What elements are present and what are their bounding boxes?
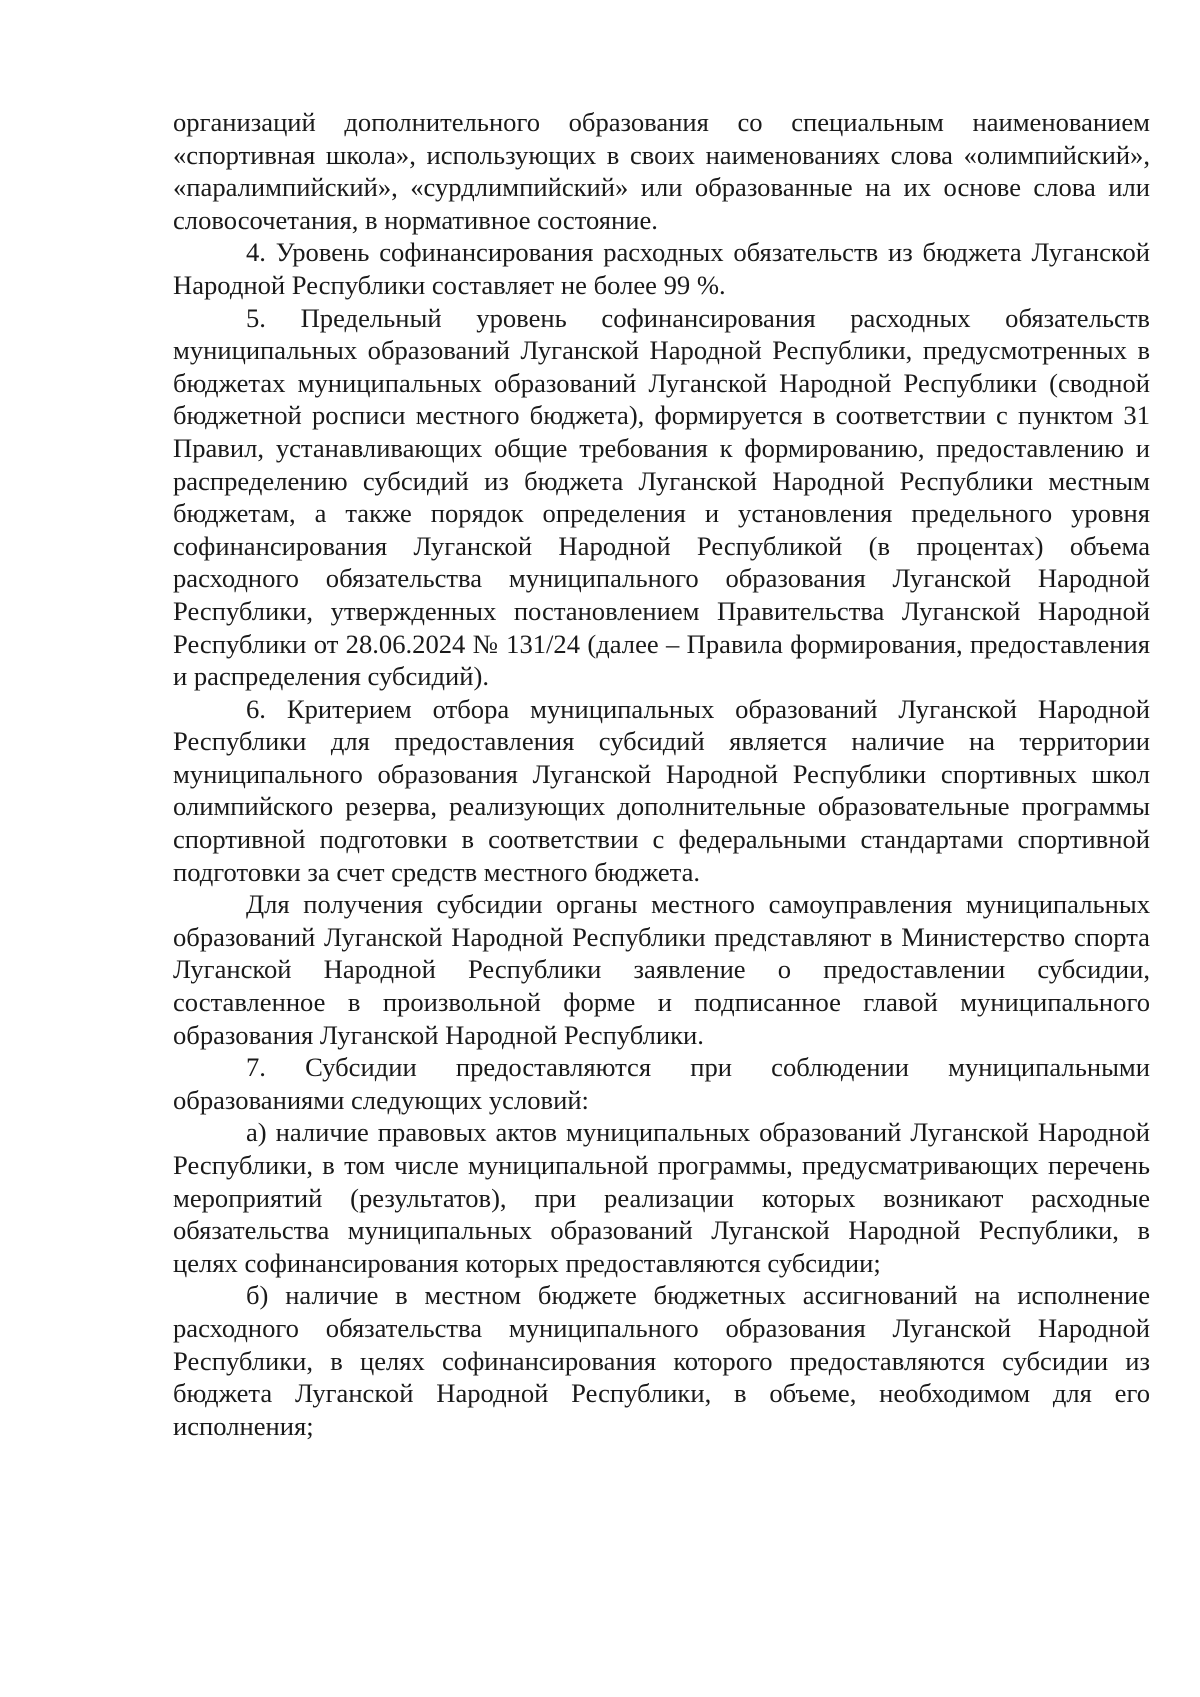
paragraph-item-5: 5. Предельный уровень софинансирования расходных обязательств муниципальных образований Луганской Народной Республики, предусмотренных в бюджетах муниципальных образований Луганской Народной Республики (сводной бюджетной росписи местного бюджета), формируется в соответствии с пунктом 31 Правил, устанавливающих общие требования к формированию, предоставлению и распределению субсидий из бюджета Луганской Народной Республики местным бюджетам, а также порядок определения и установления предельного уровня софинансирования Луганской Народной Республикой (в процентах) объема расходного обязательства муниципального образования Луганской Народной Республики, утвержденных постановлением Правительства Луганской Народной Республики от 28.06.2024 № 131/24 (далее – Правила формирования, предоставления и распределения субсидий). [173,302,1150,692]
paragraph-item-7: 7. Субсидии предоставляются при соблюдении муниципальными образованиями следующих условий: [173,1052,1150,1115]
paragraph-application: Для получения субсидии органы местного самоуправления муниципальных образований Луганской Народной Республики представляют в Министерство спорта Луганской Народной Республики заявление о предоставлении субсидии, составленное в произвольной форме и подписанное главой муниципального образования Луганской Народной Республики. [173,889,1150,1050]
document-page [173,106,1150,1442]
paragraph-condition-a: а) наличие правовых актов муниципальных образований Луганской Народной Республики, в том числе муниципальной программы, предусматривающих перечень мероприятий (результатов), при реализации которых возникают расходные обязательства муниципальных образований Луганской Народной Республики, в целях софинансирования которых предоставляются субсидии; [173,1117,1150,1278]
paragraph-item-6: 6. Критерием отбора муниципальных образований Луганской Народной Республики для предоставления субсидий является наличие на территории муниципального образования Луганской Народной Республики спортивных школ олимпийского резерва, реализующих дополнительные образовательные программы спортивной подготовки в соответствии с федеральными стандартами спортивной подготовки за счет средств местного бюджета. [173,693,1150,887]
paragraph-continuation: организаций дополнительного образования со специальным наименованием «спортивная школа», использующих в своих наименованиях слова «олимпийский», «паралимпийский», «сурдлимпийский» или образованные на их основе слова или словосочетания, в нормативное состояние. [173,107,1150,235]
paragraph-condition-b: б) наличие в местном бюджете бюджетных ассигнований на исполнение расходного обязательства муниципального образования Луганской Народной Республики, в целях софинансирования которого предоставляются субсидии из бюджета Луганской Народной Республики, в объеме, необходимом для его исполнения; [173,1280,1150,1441]
paragraph-item-4: 4. Уровень софинансирования расходных обязательств из бюджета Луганской Народной Республики составляет не более 99 %. [173,237,1150,300]
